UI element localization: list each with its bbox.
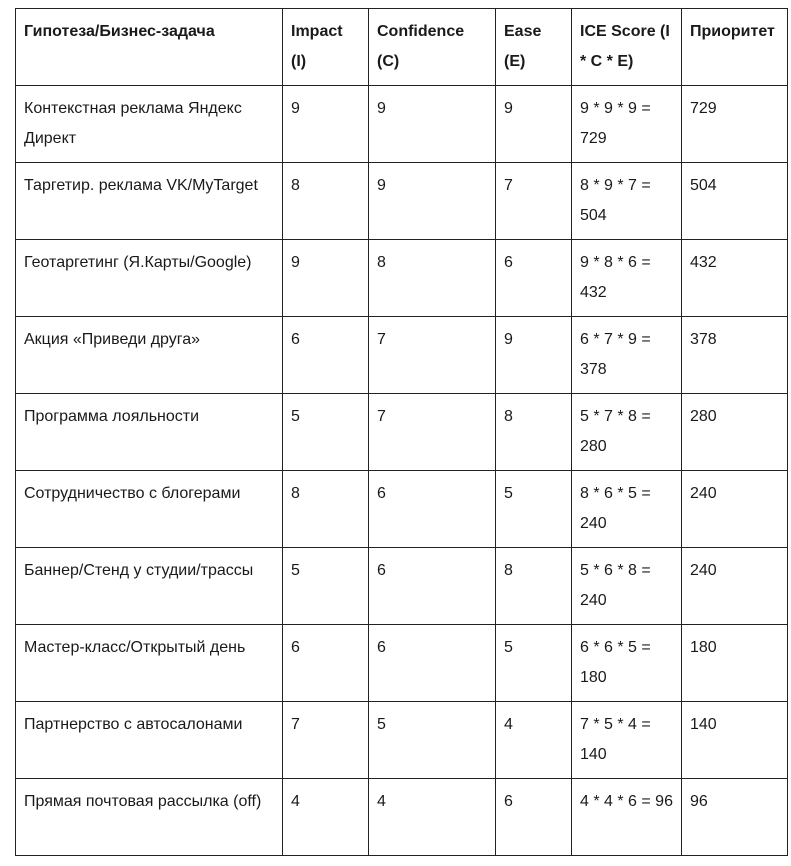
table-row xyxy=(16,86,788,163)
header-ice-score: ICE Score (I * C * E) xyxy=(572,9,682,86)
cell-ease: 8 xyxy=(496,394,572,471)
cell-impact: 8 xyxy=(283,163,369,240)
table-row xyxy=(16,471,788,548)
cell-ice-score: 5 * 7 * 8 = 280 xyxy=(572,394,682,471)
cell-hypothesis: Мастер-класс/Открытый день xyxy=(16,625,283,702)
cell-ice-score: 9 * 9 * 9 = 729 xyxy=(572,86,682,163)
table-row xyxy=(16,548,788,625)
cell-confidence: 9 xyxy=(369,163,496,240)
cell-impact: 6 xyxy=(283,317,369,394)
cell-hypothesis: Партнерство с автосалонами xyxy=(16,702,283,779)
cell-hypothesis: Сотрудничество с блогерами xyxy=(16,471,283,548)
cell-ice-score: 5 * 6 * 8 = 240 xyxy=(572,548,682,625)
cell-impact: 5 xyxy=(283,548,369,625)
table-row xyxy=(16,240,788,317)
cell-ease: 5 xyxy=(496,471,572,548)
header-priority: Приоритет xyxy=(682,9,788,86)
cell-ice-score: 9 * 8 * 6 = 432 xyxy=(572,240,682,317)
cell-ice-score: 6 * 6 * 5 = 180 xyxy=(572,625,682,702)
cell-confidence: 6 xyxy=(369,548,496,625)
cell-confidence: 7 xyxy=(369,317,496,394)
cell-impact: 7 xyxy=(283,702,369,779)
cell-confidence: 9 xyxy=(369,86,496,163)
cell-priority: 240 xyxy=(682,471,788,548)
cell-confidence: 6 xyxy=(369,625,496,702)
cell-priority: 240 xyxy=(682,548,788,625)
cell-ease: 7 xyxy=(496,163,572,240)
cell-priority: 280 xyxy=(682,394,788,471)
table-row xyxy=(16,779,788,856)
cell-impact: 9 xyxy=(283,240,369,317)
cell-hypothesis: Программа лояльности xyxy=(16,394,283,471)
cell-impact: 9 xyxy=(283,86,369,163)
cell-impact: 8 xyxy=(283,471,369,548)
cell-ice-score: 4 * 4 * 6 = 96 xyxy=(572,779,682,856)
cell-ease: 9 xyxy=(496,317,572,394)
cell-priority: 140 xyxy=(682,702,788,779)
cell-impact: 4 xyxy=(283,779,369,856)
table-row xyxy=(16,625,788,702)
cell-ice-score: 8 * 9 * 7 = 504 xyxy=(572,163,682,240)
table-row xyxy=(16,163,788,240)
cell-priority: 504 xyxy=(682,163,788,240)
header-hypothesis: Гипотеза/Бизнес-задача xyxy=(16,9,283,86)
cell-ease: 9 xyxy=(496,86,572,163)
table-row xyxy=(16,317,788,394)
cell-priority: 378 xyxy=(682,317,788,394)
cell-confidence: 8 xyxy=(369,240,496,317)
cell-priority: 729 xyxy=(682,86,788,163)
cell-hypothesis: Геотаргетинг (Я.Карты/Google) xyxy=(16,240,283,317)
cell-ice-score: 8 * 6 * 5 = 240 xyxy=(572,471,682,548)
cell-priority: 180 xyxy=(682,625,788,702)
cell-impact: 5 xyxy=(283,394,369,471)
cell-hypothesis: Прямая почтовая рассылка (off) xyxy=(16,779,283,856)
cell-ease: 4 xyxy=(496,702,572,779)
cell-confidence: 6 xyxy=(369,471,496,548)
cell-ice-score: 7 * 5 * 4 = 140 xyxy=(572,702,682,779)
cell-ice-score: 6 * 7 * 9 = 378 xyxy=(572,317,682,394)
cell-hypothesis: Контекстная реклама Яндекс Директ xyxy=(16,86,283,163)
table-header-row xyxy=(16,9,788,86)
cell-priority: 96 xyxy=(682,779,788,856)
header-confidence: Confidence (C) xyxy=(369,9,496,86)
table-row xyxy=(16,702,788,779)
cell-confidence: 5 xyxy=(369,702,496,779)
header-ease: Ease (E) xyxy=(496,9,572,86)
cell-ease: 5 xyxy=(496,625,572,702)
cell-hypothesis: Акция «Приведи друга» xyxy=(16,317,283,394)
cell-hypothesis: Баннер/Стенд у студии/трассы xyxy=(16,548,283,625)
ice-score-table xyxy=(15,8,788,856)
cell-confidence: 7 xyxy=(369,394,496,471)
cell-priority: 432 xyxy=(682,240,788,317)
header-impact: Impact (I) xyxy=(283,9,369,86)
cell-confidence: 4 xyxy=(369,779,496,856)
table-row xyxy=(16,394,788,471)
cell-hypothesis: Таргетир. реклама VK/MyTarget xyxy=(16,163,283,240)
cell-impact: 6 xyxy=(283,625,369,702)
cell-ease: 6 xyxy=(496,240,572,317)
cell-ease: 6 xyxy=(496,779,572,856)
cell-ease: 8 xyxy=(496,548,572,625)
